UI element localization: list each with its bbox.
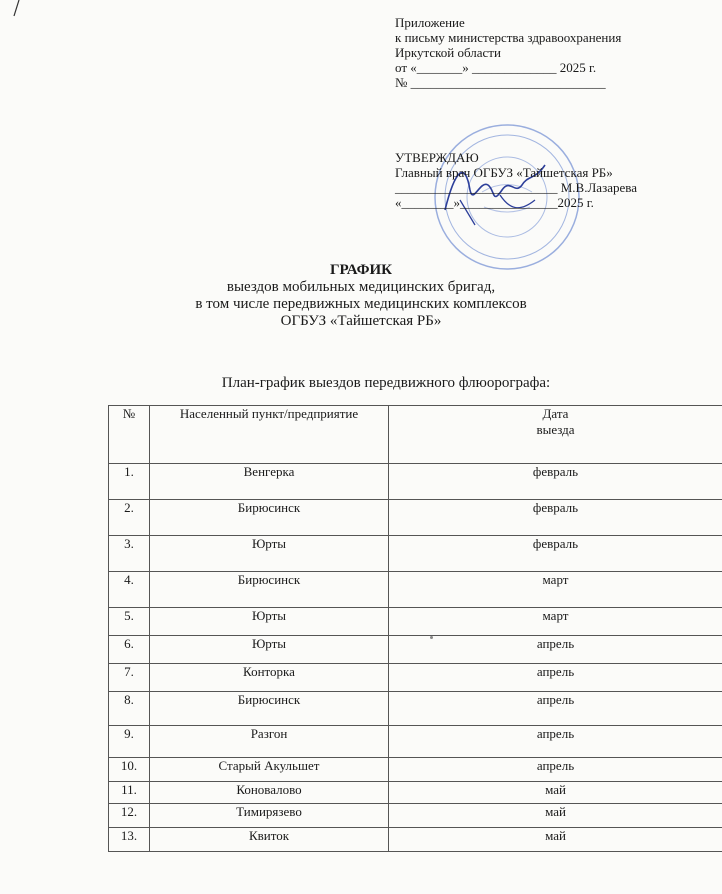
table-row bbox=[109, 636, 722, 664]
row-place: Коновалово bbox=[150, 782, 389, 804]
table-row bbox=[109, 828, 722, 852]
header-number: № bbox=[109, 406, 150, 464]
table-row bbox=[109, 464, 722, 500]
row-place: Старый Акульшет bbox=[150, 758, 389, 782]
table-row bbox=[109, 782, 722, 804]
header-date bbox=[389, 406, 722, 464]
title-main: ГРАФИК bbox=[329, 262, 393, 278]
appendix-line-3: Иркутской области bbox=[395, 45, 501, 60]
paper-smudge bbox=[355, 558, 361, 568]
row-place: Разгон bbox=[150, 726, 389, 758]
appendix-block bbox=[395, 15, 621, 90]
schedule-subheading: План-график выездов передвижного флюорографа: bbox=[221, 375, 551, 391]
title-line-2: выездов мобильных медицинских бригад, bbox=[226, 279, 496, 295]
row-place: Юрты bbox=[150, 536, 389, 572]
row-number: 6. bbox=[109, 636, 150, 664]
row-date: апрель bbox=[389, 758, 722, 782]
row-date: апрель bbox=[389, 726, 722, 758]
row-place: Конторка bbox=[150, 664, 389, 692]
table-row bbox=[109, 572, 722, 608]
row-number: 4. bbox=[109, 572, 150, 608]
schedule-table bbox=[108, 405, 722, 852]
table-row bbox=[109, 664, 722, 692]
row-place: Юрты bbox=[150, 636, 389, 664]
title-line-3: в том числе передвижных медицинских комплексов bbox=[195, 296, 527, 312]
approval-line-3: _________________________ М.В.Лазарева bbox=[395, 180, 637, 195]
row-number: 12. bbox=[109, 804, 150, 828]
row-place: Квиток bbox=[150, 828, 389, 852]
table-row bbox=[109, 758, 722, 782]
row-number: 8. bbox=[109, 692, 150, 726]
row-place: Бирюсинск bbox=[150, 500, 389, 536]
document-title bbox=[0, 262, 722, 330]
table-header-row bbox=[109, 406, 722, 464]
row-place: Юрты bbox=[150, 608, 389, 636]
appendix-line-1: Приложение bbox=[395, 15, 465, 30]
table-row bbox=[109, 726, 722, 758]
row-number: 3. bbox=[109, 536, 150, 572]
row-date: апрель bbox=[389, 664, 722, 692]
approval-line-4: «________»_______________2025 г. bbox=[395, 195, 594, 210]
row-number: 10. bbox=[109, 758, 150, 782]
row-date: май bbox=[389, 782, 722, 804]
table-row bbox=[109, 608, 722, 636]
table-row bbox=[109, 804, 722, 828]
row-date: апрель bbox=[389, 636, 722, 664]
approval-block bbox=[395, 150, 637, 210]
approval-line-2: Главный врач ОГБУЗ «Тайшетская РБ» bbox=[395, 165, 613, 180]
row-number: 9. bbox=[109, 726, 150, 758]
page-corner-mark bbox=[10, 0, 22, 18]
row-date: апрель bbox=[389, 692, 722, 726]
row-date: май bbox=[389, 828, 722, 852]
row-date: февраль bbox=[389, 464, 722, 500]
table-row bbox=[109, 692, 722, 726]
approval-line-1: УТВЕРЖДАЮ bbox=[395, 150, 479, 165]
row-date: май bbox=[389, 804, 722, 828]
header-date-line-2: выезда bbox=[536, 422, 575, 437]
table-row bbox=[109, 536, 722, 572]
row-date: февраль bbox=[389, 536, 722, 572]
row-number: 11. bbox=[109, 782, 150, 804]
row-number: 2. bbox=[109, 500, 150, 536]
appendix-line-2: к письму министерства здравоохранения bbox=[395, 30, 622, 45]
row-place: Тимирязево bbox=[150, 804, 389, 828]
appendix-line-4: от «_______» _____________ 2025 г. bbox=[395, 60, 597, 75]
row-place: Венгерка bbox=[150, 464, 389, 500]
header-date-line-1: Дата bbox=[542, 406, 569, 421]
paper-speck bbox=[430, 636, 433, 639]
row-date: февраль bbox=[389, 500, 722, 536]
row-place: Бирюсинск bbox=[150, 572, 389, 608]
row-number: 1. bbox=[109, 464, 150, 500]
row-number: 5. bbox=[109, 608, 150, 636]
table-row bbox=[109, 500, 722, 536]
appendix-line-5: № ______________________________ bbox=[395, 75, 606, 90]
row-date: март bbox=[389, 608, 722, 636]
row-place: Бирюсинск bbox=[150, 692, 389, 726]
row-number: 7. bbox=[109, 664, 150, 692]
header-place: Населенный пункт/предприятие bbox=[150, 406, 389, 464]
title-line-4: ОГБУЗ «Тайшетская РБ» bbox=[280, 313, 442, 329]
row-date: март bbox=[389, 572, 722, 608]
row-number: 13. bbox=[109, 828, 150, 852]
